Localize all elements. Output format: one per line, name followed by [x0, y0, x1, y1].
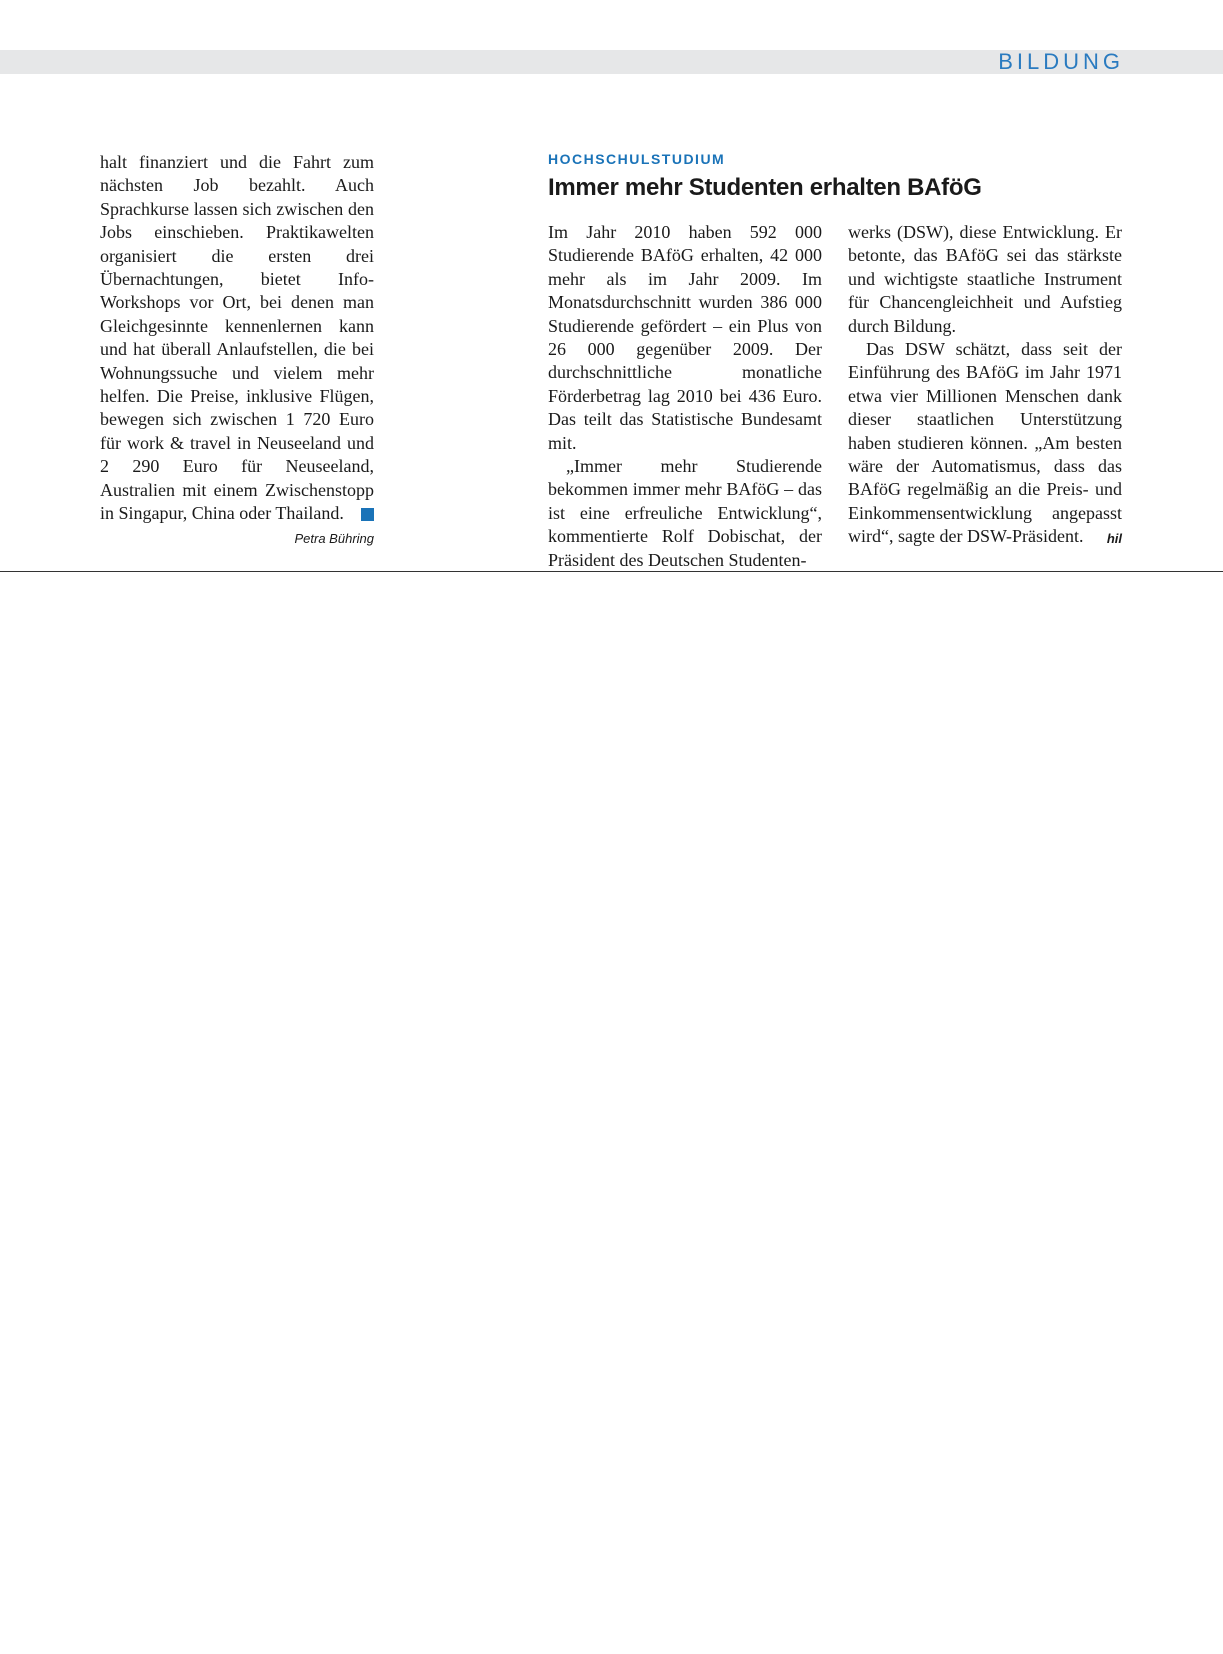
left-column-body: halt finanziert und die Fahrt zum nächsten Job bezahlt. Auch Sprachkurse lassen sich zwischen den Jobs einschieben. Praktikawelten organisiert die ersten drei Übernachtungen, bietet Info-Workshops vor Ort, bei denen man Gleichgesinnte kennenlernen kann und hat überall Anlaufstellen, die bei Wohnungssuche und vielem mehr helfen. Die Preise, inklusive Flügen, bewegen sich zwischen 1 720 Euro für work & travel in Neuseeland und 2 290 Euro für Neuseeland, Australien mit einem Zwischenstopp in Singapur, China oder Thailand. [100, 152, 374, 524]
article-paragraph-3: werks (DSW), diese Entwicklung. Er betonte, das BAföG sei das stärkste und wichtigste staatliche Instrument für Chancengleichheit und Aufstieg durch Bildung. [848, 222, 1122, 336]
article-paragraph-2: „Immer mehr Studierende bekommen immer mehr BAföG – das ist eine erfreuliche Entwicklung“, kommentierte Rolf Dobischat, der Präsident des Deutschen Studenten- [548, 456, 822, 570]
left-column-text [100, 151, 374, 526]
article-headline: Immer mehr Studenten erhalten BAföG [548, 174, 982, 201]
left-column [100, 151, 374, 549]
article-paragraph-4 [848, 338, 1122, 549]
end-mark-icon [361, 508, 374, 521]
article-signature: hil [1106, 531, 1122, 547]
section-label: BILDUNG [998, 49, 1124, 74]
article-paragraph-1: Im Jahr 2010 haben 592 000 Studierende BAföG erhalten, 42 000 mehr als im Jahr 2009. Im Monatsdurchschnitt wurden 386 000 Studierende gefördert – ein Plus von 26 000 gegenüber 2009. Der durchschnittliche monatliche Förderbetrag lag 2010 bei 436 Euro. Das teilt das Statistische Bundesamt mit. [548, 222, 822, 453]
section-divider [0, 571, 1223, 572]
article-kicker: HOCHSCHULSTUDIUM [548, 151, 726, 167]
author-byline: Petra Bühring [294, 530, 374, 546]
article-column-1 [548, 221, 822, 572]
article-paragraph-4-text: Das DSW schätzt, dass seit der Einführung des BAföG im Jahr 1971 etwa vier Millionen Menschen dank dieser staatlichen Unterstützung haben studieren können. „Am besten wäre der Automatismus, dass das BAföG regelmäßig an die Preis- und Einkommensentwicklung angepasst wird“, sagte der DSW-Präsident. [848, 339, 1122, 547]
article-column-2 [848, 221, 1122, 551]
